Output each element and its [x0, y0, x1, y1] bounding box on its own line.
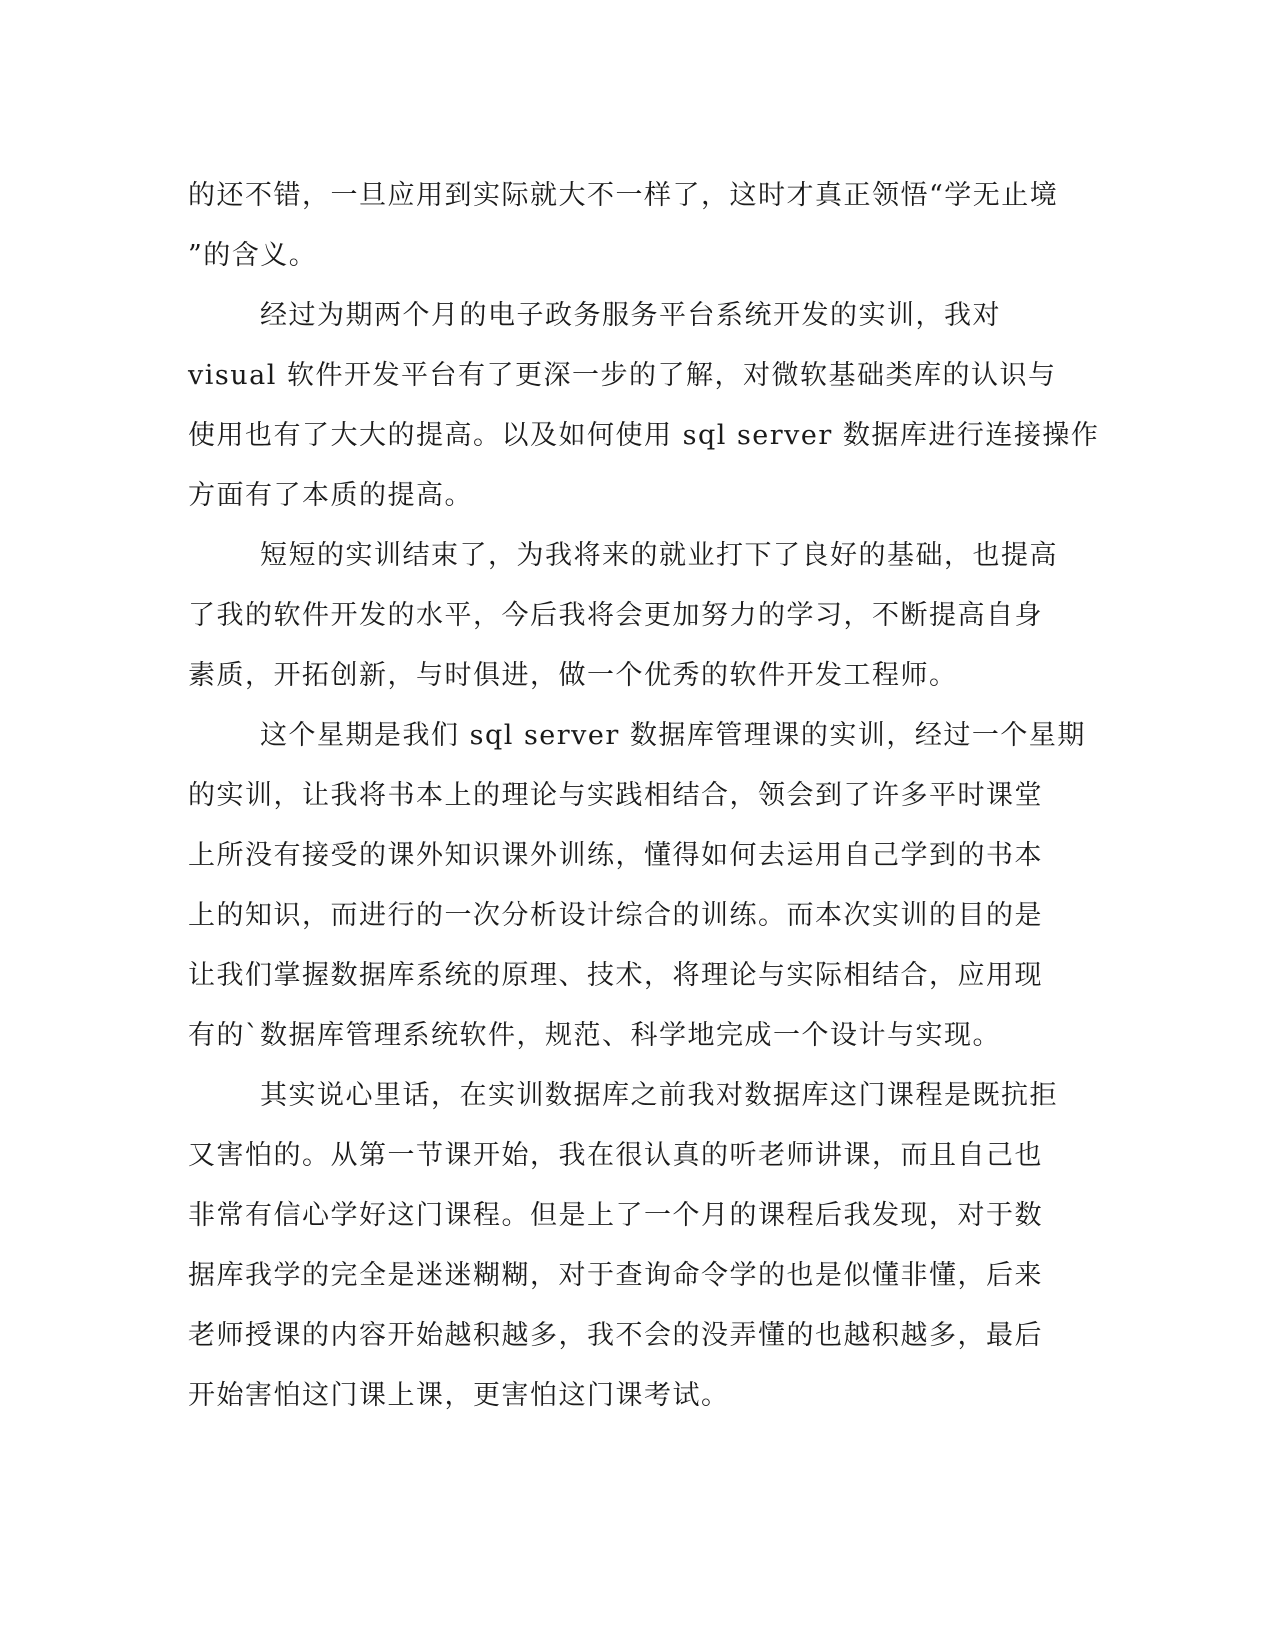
- text-line: 经过为期两个月的电子政务服务平台系统开发的实训，我对: [260, 300, 1001, 331]
- text-line: 使用也有了大大的提高。以及如何使用 sql server 数据库进行连接操作: [188, 420, 1100, 451]
- text-line: 短短的实训结束了，为我将来的就业打下了良好的基础，也提高: [260, 540, 1058, 571]
- text-line: 有的`数据库管理系统软件，规范、科学地完成一个设计与实现。: [188, 1020, 1001, 1051]
- text-line: 上的知识，而进行的一次分析设计综合的训练。而本次实训的目的是: [188, 900, 1043, 931]
- text-line: 又害怕的。从第一节课开始，我在很认真的听老师讲课，而且自己也: [188, 1140, 1043, 1171]
- paragraph: [188, 706, 1086, 1066]
- text-line: 让我们掌握数据库系统的原理、技术，将理论与实际相结合，应用现: [188, 960, 1043, 991]
- text-line: 其实说心里话，在实训数据库之前我对数据库这门课程是既抗拒: [260, 1080, 1058, 1111]
- text-line: 据库我学的完全是迷迷糊糊，对于查询命令学的也是似懂非懂，后来: [188, 1260, 1043, 1291]
- paragraph: [188, 1066, 1068, 1426]
- text-line: ”的含义。: [188, 240, 318, 271]
- text-line: visual 软件开发平台有了更深一步的了解，对微软基础类库的认识与: [188, 360, 1057, 391]
- paragraph: [188, 286, 1100, 526]
- paragraph: [188, 166, 1068, 286]
- paragraph: [188, 526, 1068, 706]
- text-line: 非常有信心学好这门课程。但是上了一个月的课程后我发现，对于数: [188, 1200, 1043, 1231]
- text-line: 上所没有接受的课外知识课外训练，懂得如何去运用自己学到的书本: [188, 840, 1043, 871]
- text-line: 了我的软件开发的水平，今后我将会更加努力的学习，不断提高自身: [188, 600, 1043, 631]
- text-line: 老师授课的内容开始越积越多，我不会的没弄懂的也越积越多，最后: [188, 1320, 1043, 1351]
- text-line: 方面有了本质的提高。: [188, 480, 473, 511]
- text-line: 的还不错，一旦应用到实际就大不一样了，这时才真正领悟“学无止境: [188, 180, 1059, 211]
- text-line: 这个星期是我们 sql server 数据库管理课的实训，经过一个星期: [260, 720, 1086, 751]
- text-line: 开始害怕这门课上课，更害怕这门课考试。: [188, 1380, 730, 1411]
- document-body: [188, 166, 1100, 1426]
- text-line: 的实训，让我将书本上的理论与实践相结合，领会到了许多平时课堂: [188, 780, 1043, 811]
- text-line: 素质，开拓创新，与时俱进，做一个优秀的软件开发工程师。: [188, 660, 958, 691]
